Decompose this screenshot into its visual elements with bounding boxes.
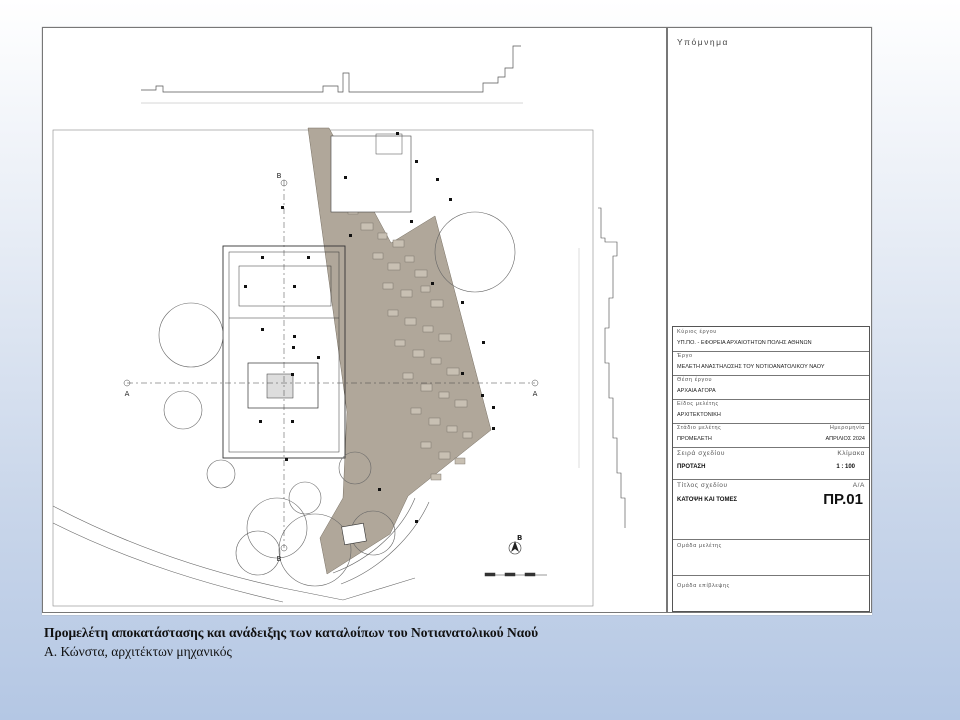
vertical-section-profile (579, 208, 625, 528)
series-value: ΠΡΟΤΑΣΗ (677, 464, 706, 470)
type-label: Είδος μελέτης (677, 401, 719, 407)
date-value: ΑΠΡΙΛΙΟΣ 2024 (825, 436, 865, 442)
project-value: ΜΕΛΕΤΗ ΑΝΑΣΤΗΛΩΣΗΣ ΤΟΥ ΝΟΤΙΟΑΝΑΤΟΛΙΚΟΥ ΝΑΟΥ (677, 364, 825, 370)
caption-author: Α. Κώνστα, αρχιτέκτων μηχανικός (44, 644, 232, 659)
legend-panel (667, 27, 872, 613)
elevation-profile (141, 46, 523, 103)
team-label: Ομάδα μελέτης (677, 543, 722, 549)
type-value: ΑΡΧΙΤΕΚΤΟΝΙΚΗ (677, 412, 721, 418)
stage-value: ΠΡΟΜΕΛΕΤΗ (677, 436, 712, 442)
north-arrow-icon (509, 534, 522, 554)
small-structure (342, 523, 367, 545)
number-label: Α/Α (852, 482, 865, 489)
owner-label: Κύριος έργου (677, 329, 717, 335)
tb-location-row (673, 375, 869, 400)
section-line-b (277, 172, 287, 563)
location-label: Θέση έργου (677, 377, 713, 383)
date-label: Ημερομηνία (829, 425, 865, 431)
title-block (672, 326, 870, 612)
owner-value: ΥΠ.ΠΟ. - ΕΦΟΡΕΙΑ ΑΡΧΑΙΟΤΗΤΩΝ ΠΟΛΗΣ ΑΘΗΝΩΝ (677, 340, 812, 346)
legend-title: Υπόμνημα (677, 37, 729, 47)
north-label: B (517, 534, 523, 542)
scale-value: 1 : 100 (836, 464, 855, 470)
tb-series-row (673, 447, 869, 480)
tb-supervision-row (673, 575, 869, 610)
tb-team-row (673, 539, 869, 576)
supervision-label: Ομάδα επίβλεψης (677, 583, 730, 589)
drawing-title-value: ΚΑΤΟΨΗ ΚΑΙ ΤΟΜΕΣ (677, 497, 738, 503)
section-label-b-bottom: B (276, 555, 282, 563)
upper-building (331, 136, 411, 212)
stage-label: Στάδιο μελέτης (677, 425, 722, 431)
caption-title: Προμελέτη αποκατάστασης και ανάδειξης των καταλοίπων του Νοτιανατολικού Ναού (44, 625, 539, 640)
scale-label: Κλίμακα (837, 450, 865, 457)
tb-project-row (673, 351, 869, 376)
section-label-b-top: B (276, 172, 282, 180)
scale-bar (485, 573, 547, 576)
plan-drawing-frame (42, 27, 667, 613)
section-label-a-left: A (124, 390, 130, 398)
tb-owner-row (673, 327, 869, 352)
tb-type-row (673, 399, 869, 424)
series-label: Σειρά σχεδίου (677, 450, 725, 457)
project-label: Έργο (677, 353, 693, 359)
drawing-code: ΠΡ.01 (823, 491, 863, 508)
drawing-sheet (42, 27, 872, 615)
tb-stage-row (673, 423, 869, 448)
location-value: ΑΡΧΑΙΑ ΑΓΟΡΑ (677, 388, 716, 394)
tb-drawing-title-row (673, 479, 869, 540)
site-plan-drawing (43, 28, 666, 612)
drawing-title-label: Τίτλος σχεδίου (677, 482, 728, 489)
section-label-a-right: A (532, 390, 538, 398)
